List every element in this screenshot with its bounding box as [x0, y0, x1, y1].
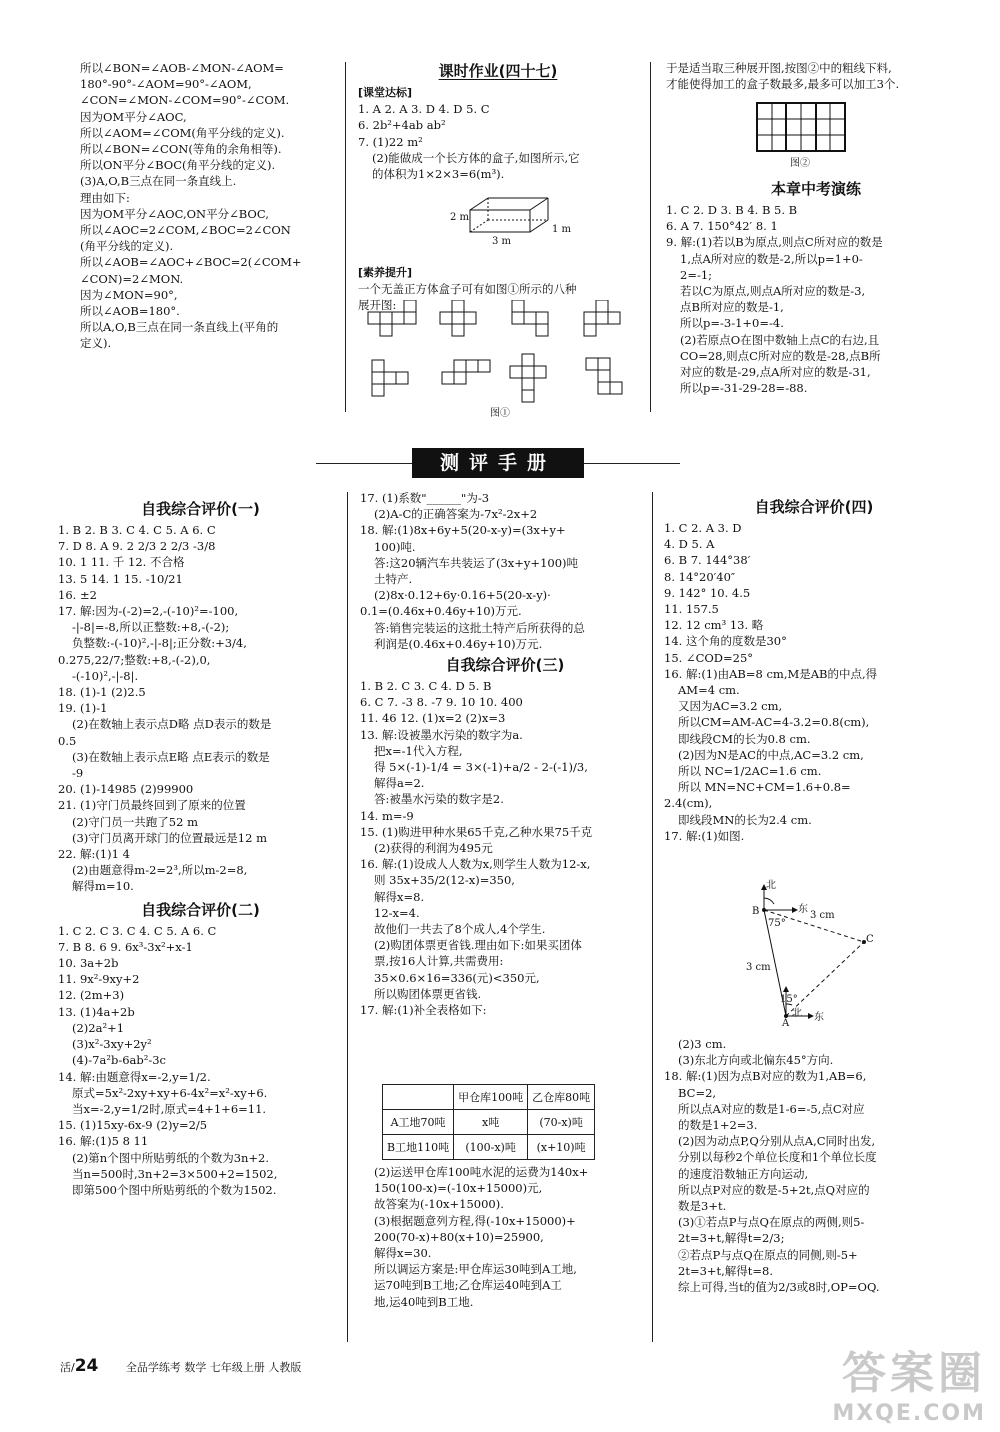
answer-line: 所以点P对应的数是-5+2t,点Q对应的: [678, 1182, 870, 1197]
transport-table: [382, 1084, 595, 1160]
answer-line: (2)运送甲仓库100吨水泥的运费为140x+: [374, 1165, 589, 1179]
answer-line: 6. C 7. -3 8. -7 9. 10 10. 400: [360, 695, 523, 710]
diagram-north-b: 北: [766, 880, 776, 891]
table-row: A工地70吨 x吨 (70-x)吨: [383, 1110, 595, 1135]
answer-line: 又因为AC=3.2 cm,: [678, 699, 783, 714]
answer-line: 35×0.6×16=336(元)<350元,: [374, 970, 540, 985]
answer-line: 所以p=-31-29-28=-88.: [680, 381, 808, 396]
diagram-east-b: 东: [798, 904, 808, 915]
answer-line: 综上可得,当t的值为2/3或8时,OP=OQ.: [678, 1280, 880, 1295]
answer-line: (2)购团体票更省钱.理由如下:如果买团体: [374, 938, 582, 953]
answer-line: 9. 142° 10. 4.5: [664, 585, 751, 600]
figure-1-caption: 图①: [490, 408, 510, 419]
answer-line: 票,按16人计算,共需费用:: [374, 954, 504, 969]
section-title-eval-2: 自我综合评价(二): [141, 900, 260, 919]
answer-line: 16. 解:(1)设成人人数为x,则学生人数为12-x,: [360, 857, 591, 872]
answer-line: 2t=3+t,解得t=2/3;: [678, 1231, 785, 1246]
answer-line: (3)东北方向或北偏东45°方向.: [678, 1053, 834, 1068]
answer-line: 定义).: [80, 336, 112, 351]
answer-line: 14. m=-9: [360, 808, 414, 823]
answer-line: 1. C 2. A 3. D: [664, 521, 742, 535]
answer-line: 原式=5x²-2xy+xy+6-4x²=x²-xy+6.: [72, 1085, 268, 1100]
answer-line: 解得a=2.: [374, 776, 425, 791]
answer-line: 22. 解:(1)1 4: [58, 847, 130, 862]
answer-line: 8. 14°20′40″: [664, 569, 736, 584]
answer-line: 1,点A所对应的数是-2,所以p=1+0-: [680, 251, 863, 266]
answer-line: 故他们一共去了8个成人,4个学生.: [374, 922, 546, 937]
answer-line: 1. A 2. A 3. D 4. D 5. C: [358, 102, 490, 117]
answer-line: 17. 解:(1)如图.: [664, 828, 745, 843]
answer-line: 11. 157.5: [664, 602, 719, 617]
figure-2-caption: 图②: [790, 158, 810, 169]
answer-line: 18. (1)-1 (2)2.5: [58, 685, 146, 700]
banner-title: 测评手册: [412, 448, 584, 478]
column-divider: [650, 62, 651, 412]
answer-line: 所以A,O,B三点在同一条直线上(平角的: [80, 320, 279, 335]
answer-line: 土特产.: [374, 572, 413, 587]
answer-line: (2)因为动点P,Q分别从点A,C同时出发,: [678, 1134, 876, 1149]
answer-line: 7. (1)22 m²: [358, 134, 423, 149]
answer-line: 16. 解:(1)5 8 11: [58, 1134, 149, 1149]
answer-line: 14. 这个角的度数是30°: [664, 634, 787, 649]
answer-line: (3)在数轴上表示点E略 点E表示的数是: [72, 749, 270, 764]
diagram-north-a: 北: [792, 1008, 802, 1019]
answer-line: 12-x=4.: [374, 905, 420, 920]
answer-line: 0.5: [58, 733, 77, 748]
answer-line: 12. (2m+3): [58, 988, 125, 1003]
answer-line: 解得m=10.: [72, 879, 134, 894]
table-row: 甲仓库100吨 乙仓库80吨: [383, 1085, 595, 1110]
watermark-text: 答案圈: [842, 1348, 986, 1399]
answer-line: 2=-1;: [680, 267, 713, 282]
answer-line: AM=4 cm.: [678, 683, 740, 698]
answer-line: 即第500个图中所贴剪纸的个数为1502.: [72, 1182, 277, 1197]
answer-line: -9: [72, 766, 84, 781]
answer-line: 理由如下:: [80, 190, 130, 205]
answer-line: 若以C为原点,则点A所对应的数是-3,: [680, 284, 866, 299]
answer-line: 得 5×(-1)-1/4 = 3×(-1)+a/2 - 2-(-1)/3,: [374, 760, 588, 775]
bottom-column-2: [360, 490, 650, 1018]
watermark-url: MXQE.COM: [832, 1401, 986, 1426]
answer-line: ∠CON)=2∠MON.: [80, 271, 184, 286]
answer-line: 18. 解:(1)8x+6y+5(20-x-y)=(3x+y+: [360, 523, 566, 538]
answer-line: (3)A,O,B三点在同一条直线上.: [80, 174, 237, 189]
answer-line: 15. (1)购进甲种水果65千克,乙种水果75千克: [360, 824, 593, 839]
answer-line: 所以∠AOB=180°.: [80, 304, 180, 319]
footer-book-info: 全品学练考 数学 七年级上册 人教版: [125, 1361, 302, 1374]
answer-line: 7. D 8. A 9. 2 2/3 2 2/3 -3/8: [58, 539, 216, 554]
page-number: 24: [74, 1356, 99, 1376]
answer-line: 1. B 2. C 3. C 4. D 5. B: [360, 679, 492, 694]
answer-line: 一个无盖正方体盒子可有如图①所示的八种: [358, 282, 577, 297]
diagram-east-a: 东: [814, 1012, 824, 1023]
answer-line: 解得x=8.: [374, 889, 425, 904]
answer-line: 6. A 7. 150°42′ 8. 1: [666, 219, 778, 234]
answer-line: (4)-7a²b-6ab²-3c: [72, 1053, 166, 1068]
answer-line: 2.4(cm),: [664, 796, 713, 811]
answer-line: BC=2,: [678, 1085, 717, 1100]
cube-nets-figure: [362, 300, 632, 408]
answer-line: 解得x=30.: [374, 1246, 432, 1261]
cuboid-width-label: 3 m: [492, 236, 512, 247]
answer-line: 所以点A对应的数是1-6=-5,点C对应: [678, 1101, 865, 1116]
top-column-1: [80, 60, 340, 352]
answer-line: 所以∠BON=∠CON(等角的余角相等).: [80, 142, 282, 157]
answer-line: 答:被墨水污染的数字是2.: [374, 792, 504, 807]
page-footer: [60, 1356, 301, 1376]
cuboid-depth-label: 1 m: [552, 224, 572, 235]
answer-line: 21. (1)守门员最终回到了原来的位置: [58, 798, 246, 813]
answer-line: 答:销售完装运的这批土特产后所获得的总: [374, 620, 585, 635]
answer-line: 利润是(0.46x+0.46y+10)万元.: [374, 636, 543, 651]
answer-line: (角平分线的定义).: [80, 239, 174, 254]
bottom-column-2-lower: [360, 1164, 650, 1310]
answer-line: 即线段CM的长为0.8 cm.: [678, 731, 811, 746]
answer-line: 200(70-x)+80(x+10)=25900,: [374, 1229, 544, 1244]
answer-line: 100)吨.: [374, 539, 416, 554]
banner-rule-right: [584, 463, 680, 464]
section-title-eval-3: 自我综合评价(三): [445, 656, 565, 675]
answer-line: (2)守门员一共跑了52 m: [72, 814, 198, 829]
answer-line: 4. D 5. A: [664, 537, 715, 552]
answer-line: ∠CON=∠MON-∠COM=90°-∠COM.: [80, 93, 290, 108]
answer-line: -(-10)²,-|-8|.: [72, 668, 139, 683]
answer-line: 150(100-x)=(-10x+15000)元,: [374, 1181, 543, 1196]
answer-line: 180°-90°-∠AOM=90°-∠AOM,: [80, 77, 252, 92]
answer-line: 答:这20辆汽车共装运了(3x+y+100)吨: [374, 555, 579, 570]
answer-line: 14. 解:由题意得x=-2,y=1/2.: [58, 1069, 211, 1084]
answer-line: (2)第n个图中所贴剪纸的个数为3n+2.: [72, 1150, 270, 1165]
answer-line: 的体积为1×2×3=6(m³).: [372, 167, 505, 182]
answer-line: (2)因为N是AC的中点,AC=3.2 cm,: [678, 747, 864, 762]
answer-line: 1. B 2. B 3. C 4. C 5. A 6. C: [58, 523, 216, 537]
answer-line: 即线段MN的长为2.4 cm.: [678, 812, 812, 827]
answer-line: 6. 2b²+4ab ab²: [358, 118, 446, 133]
answer-line: 地,运40吨到B工地.: [374, 1294, 474, 1309]
answer-line: 所以 NC=1/2AC=1.6 cm.: [678, 764, 822, 779]
answer-line: 所以CM=AM-AC=4-3.2=0.8(cm),: [678, 715, 870, 730]
diagram-ab-length: 3 cm: [746, 962, 771, 973]
answer-line: 17. 解:(1)补全表格如下:: [360, 1003, 487, 1018]
column-divider: [347, 492, 348, 1342]
answer-line: (3)①若点P与点Q在原点的两侧,则5-: [678, 1215, 865, 1230]
answer-line: 所以∠BON=∠AOB-∠MON-∠AOM=: [80, 61, 284, 75]
answer-line: 所以∠AOB=∠AOC+∠BOC=2(∠COM+: [80, 255, 302, 270]
answer-line: 所以 MN=NC+CM=1.6+0.8=: [678, 780, 851, 795]
banner-rule-left: [316, 463, 412, 464]
answer-line: 0.1=(0.46x+0.46y+10)万元.: [360, 604, 522, 619]
answer-line: 1. C 2. D 3. B 4. B 5. B: [666, 203, 798, 217]
answer-line: 6. B 7. 144°38′: [664, 553, 751, 568]
diagram-point-c: C: [866, 934, 874, 945]
answer-line: (2)若原点O在图中数轴上点C的右边,且: [680, 332, 880, 347]
column-divider: [652, 492, 653, 1342]
diagram-bc-length: 3 cm: [810, 910, 835, 921]
answer-line: 16. ±2: [58, 587, 97, 602]
answer-line: (2)8x·0.12+6y·0.16+5(20-x-y)·: [374, 588, 551, 603]
answer-line: 11. 46 12. (1)x=2 (2)x=3: [360, 711, 506, 726]
tag-classroom: [课堂达标]: [358, 86, 413, 99]
answer-line: 当n=500时,3n+2=3×500+2=1502,: [72, 1166, 278, 1181]
answer-line: 16. 解:(1)由AB=8 cm,M是AB的中点,得: [664, 666, 878, 681]
footer-prefix: 活/: [60, 1361, 75, 1374]
answer-line: 12. 12 cm³ 13. 略: [664, 618, 764, 633]
answer-line: (2)由题意得m-2=2³,所以m-2=8,: [72, 863, 248, 878]
answer-line: 的速度沿数轴正方向运动,: [678, 1166, 809, 1181]
answer-line: 10. 1 11. 千 12. 不合格: [58, 555, 185, 570]
answer-line: (3)根据题意列方程,得(-10x+15000)+: [374, 1213, 576, 1228]
answer-line: 7. B 8. 6 9. 6x³-3x²+x-1: [58, 939, 193, 954]
answer-line: 15. (1)15xy-6x-9 (2)y=2/5: [58, 1118, 208, 1133]
diagram-angle-b: 75°: [768, 918, 786, 929]
bottom-column-3-lower: [664, 1036, 964, 1295]
answer-line: 把x=-1代入方程,: [374, 743, 463, 758]
answer-line: (2)A-C的正确答案为-7x²-2x+2: [374, 507, 538, 522]
answer-line: -|-8|=-8,所以正整数:+8,-(-2);: [72, 620, 230, 635]
answer-line: 13. 解:设被墨水污染的数字为a.: [360, 727, 523, 742]
answer-line: 展开图:: [358, 298, 397, 313]
bottom-column-3: [664, 494, 964, 844]
answer-line: 18. 解:(1)因为点B对应的数为1,AB=6,: [664, 1069, 867, 1084]
answer-line: 所以ON平分∠BOC(角平分线的定义).: [80, 158, 276, 173]
answer-line: 1. C 2. C 3. C 4. C 5. A 6. C: [58, 923, 217, 938]
answer-line: 分别以每秒2个单位长度和1个单位长度: [678, 1150, 877, 1165]
section-title-47: 课时作业(四十七): [438, 62, 558, 80]
cutting-layout-figure: [756, 102, 846, 152]
answer-line: CO=28,则点C所对应的数是-28,点B所: [680, 348, 881, 363]
answer-line: ②若点P与点Q在原点的同侧,则-5+: [678, 1247, 858, 1262]
diagram-point-b: B: [752, 906, 760, 917]
answer-line: 10. 3a+2b: [58, 956, 119, 971]
section-title-eval-1: 自我综合评价(一): [141, 500, 260, 518]
answer-line: 所以∠AOM=∠COM(角平分线的定义).: [80, 125, 285, 140]
answer-line: 2t=3+t,解得t=8.: [678, 1263, 774, 1278]
answer-line: 17. 解:因为-(-2)=2,-(-10)²=-100,: [58, 604, 239, 619]
answer-line: 所以购团体票更省钱.: [374, 986, 482, 1001]
answer-line: (3)x²-3xy+2y²: [72, 1037, 152, 1052]
answer-line: (3)守门员离开球门的位置最远是12 m: [72, 830, 267, 845]
answer-line: 点B所对应的数是-1,: [680, 300, 784, 315]
answer-line: 才能使得加工的盒子数最多,最多可以加工3个.: [666, 77, 900, 92]
answer-line: (2)2a²+1: [72, 1020, 125, 1035]
answer-line: 因为OM平分∠AOC,ON平分∠BOC,: [80, 206, 269, 221]
answer-line: 13. 5 14. 1 15. -10/21: [58, 571, 183, 586]
answer-line: 17. (1)系数"______"为-3: [360, 491, 490, 505]
answer-line: 故答案为(-10x+15000).: [374, 1197, 504, 1212]
answer-line: 的数是1+2=3.: [678, 1118, 758, 1133]
answer-line: 13. (1)4a+2b: [58, 1004, 135, 1019]
answer-line: (2)获得的利润为495元: [374, 841, 493, 856]
answer-line: 0.275,22/7;整数:+8,-(-2),0,: [58, 652, 211, 667]
answer-line: 当x=-2,y=1/2时,原式=4+1+6=11.: [72, 1101, 267, 1116]
answer-line: (2)能做成一个长方体的盒子,如图所示,它: [372, 150, 580, 165]
answer-line: 数是3+t.: [678, 1199, 727, 1214]
bottom-column-1: [58, 496, 343, 1198]
answer-line: 运70吨到B工地;乙仓库运40吨到A工: [374, 1278, 562, 1293]
diagram-point-a: A: [782, 1018, 790, 1029]
answer-line: 19. (1)-1: [58, 701, 108, 716]
answer-line: 因为OM平分∠AOC,: [80, 109, 187, 124]
answer-line: (2)在数轴上表示点D略 点D表示的数是: [72, 717, 272, 732]
table-row: B工地110吨 (100-x)吨 (x+10)吨: [383, 1135, 595, 1160]
answer-line: 则 35x+35/2(12-x)=350,: [374, 873, 515, 888]
answer-line: 负整数:-(-10)²,-|-8|;正分数:+3/4,: [72, 636, 247, 651]
answer-line: 15. ∠COD=25°: [664, 650, 754, 665]
answer-line: 所以p=-3-1+0=-4.: [680, 316, 784, 331]
answer-line: (2)3 cm.: [678, 1037, 727, 1051]
diagram-angle-a: 15°: [780, 994, 798, 1005]
watermark-logo: [832, 1337, 986, 1426]
answer-line: 11. 9x²-9xy+2: [58, 972, 140, 987]
top-column-2: [358, 58, 638, 182]
section-title-exam: 本章中考演练: [770, 180, 861, 198]
answer-line: 于是适当取三种展开图,按图②中的粗线下料,: [666, 61, 892, 75]
section-title-eval-4: 自我综合评价(四): [754, 498, 874, 516]
answer-line: 所以调运方案是:甲仓库运30吨到A工地,: [374, 1262, 577, 1277]
answer-line: 所以∠AOC=2∠COM,∠BOC=2∠CON: [80, 223, 291, 238]
answer-line: 对应的数是-29,点A所对应的数是-31,: [680, 365, 871, 380]
answer-line: 20. (1)-14985 (2)99900: [58, 782, 194, 797]
top-column-3: [666, 60, 956, 92]
column-divider: [345, 62, 346, 412]
answer-line: 因为∠MON=90°,: [80, 287, 178, 302]
cuboid-height-label: 2 m: [450, 212, 470, 223]
answer-line: 9. 解:(1)若以B为原点,则点C所对应的数是: [666, 235, 883, 250]
tag-improve: [素养提升]: [358, 266, 413, 279]
top-column-3-lower: [666, 176, 966, 396]
